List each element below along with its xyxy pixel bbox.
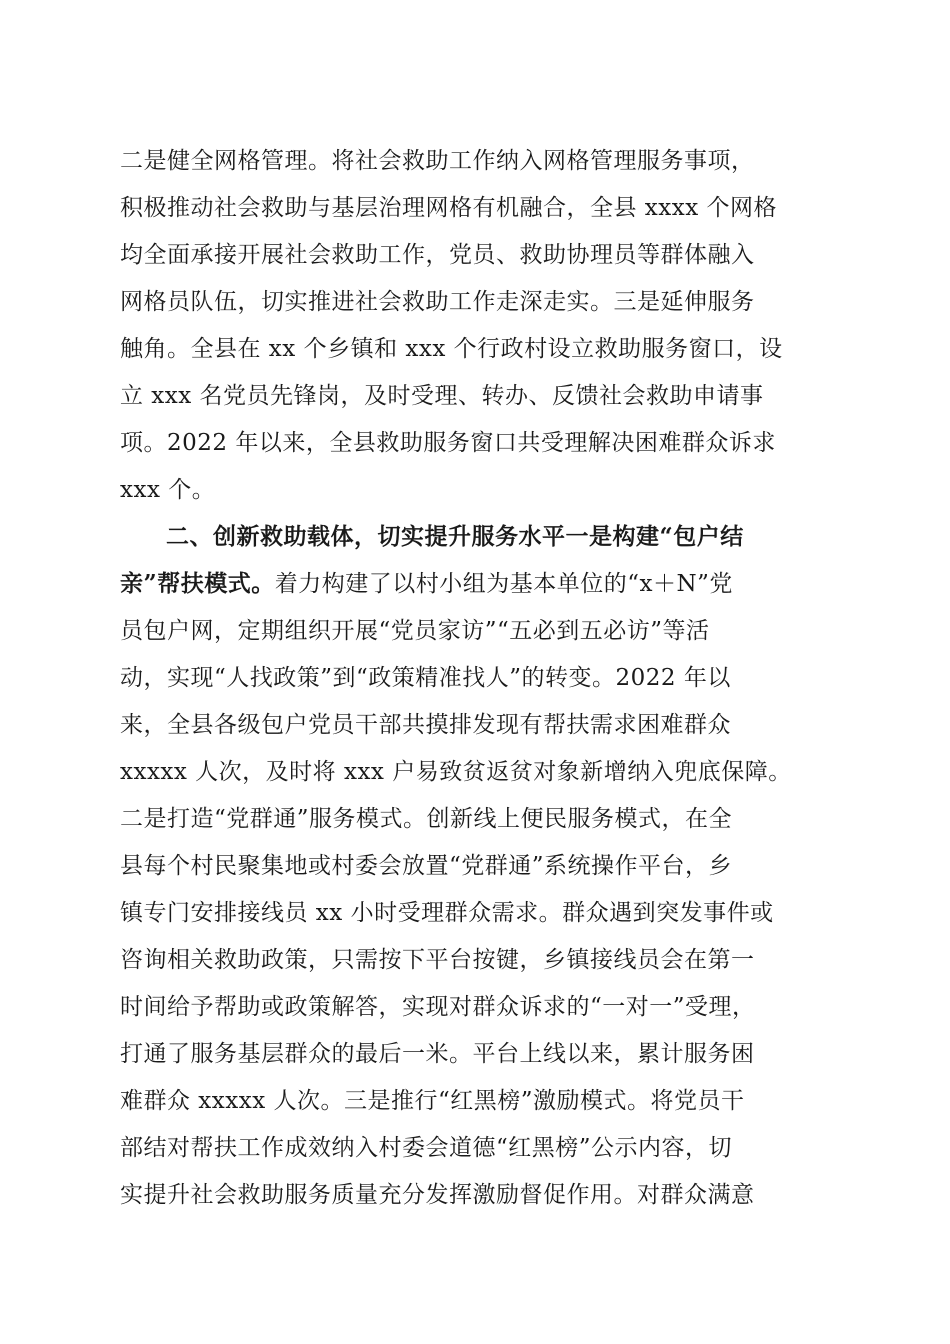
paragraph-text: 着力构建了以村小组为基本单位的“x＋N”党 <box>274 571 733 597</box>
paragraph-line: 积极推动社会救助与基层治理网格有机融合，全县 xxxx 个网格 <box>120 195 778 221</box>
paragraph-line: 触角。全县在 xx 个乡镇和 xxx 个行政村设立救助服务窗口，设 <box>120 336 783 362</box>
paragraph-line: 立 xxx 名党员先锋岗，及时受理、转办、反馈社会救助申请事 <box>120 383 764 409</box>
paragraph-line: 镇专门安排接线员 xx 小时受理群众需求。群众遇到突发事件或 <box>120 900 774 926</box>
paragraph-line: 来，全县各级包户党员干部共摸排发现有帮扶需求困难群众 <box>120 712 731 738</box>
paragraph-line: 咨询相关救助政策，只需按下平台按键，乡镇接线员会在第一 <box>120 947 755 973</box>
section-heading-continuation <box>120 569 830 599</box>
paragraph-line: 均全面承接开展社会救助工作，党员、救助协理员等群体融入 <box>120 242 755 268</box>
paragraph-line: 网格员队伍，切实推进社会救助工作走深走实。三是延伸服务 <box>120 289 755 315</box>
section-heading: 二、创新救助载体，切实提升服务水平一是构建“包户结 <box>166 523 744 550</box>
paragraph-line: xxxxx 人次，及时将 xxx 户易致贫返贫对象新增纳入兜底保障。 <box>120 759 792 785</box>
paragraph-line: 项。2022 年以来，全县救助服务窗口共受理解决困难群众诉求 <box>120 430 776 456</box>
heading-bold-tail: 亲”帮扶模式。 <box>120 570 275 597</box>
paragraph-line: 实提升社会救助服务质量充分发挥激励督促作用。对群众满意 <box>120 1182 755 1208</box>
paragraph-line: 县每个村民聚集地或村委会放置“党群通”系统操作平台，乡 <box>120 853 733 879</box>
paragraph-line: 部结对帮扶工作成效纳入村委会道德“红黑榜”公示内容，切 <box>120 1135 733 1161</box>
paragraph-line: 二是打造“党群通”服务模式。创新线上便民服务模式，在全 <box>120 806 733 832</box>
paragraph-line: 时间给予帮助或政策解答，实现对群众诉求的“一对一”受理， <box>120 994 756 1020</box>
paragraph-line: 员包户网，定期组织开展“党员家访”“五必到五必访”等活 <box>120 618 710 644</box>
paragraph-line: 动，实现“人找政策”到“政策精准找人”的转变。2022 年以 <box>120 665 731 691</box>
paragraph-line: 打通了服务基层群众的最后一米。平台上线以来，累计服务困 <box>120 1041 755 1067</box>
paragraph-line: 二是健全网格管理。将社会救助工作纳入网格管理服务事项， <box>120 148 755 174</box>
paragraph-line: 难群众 xxxxx 人次。三是推行“红黑榜”激励模式。将党员干 <box>120 1088 745 1114</box>
paragraph-line: xxx 个。 <box>120 477 216 503</box>
